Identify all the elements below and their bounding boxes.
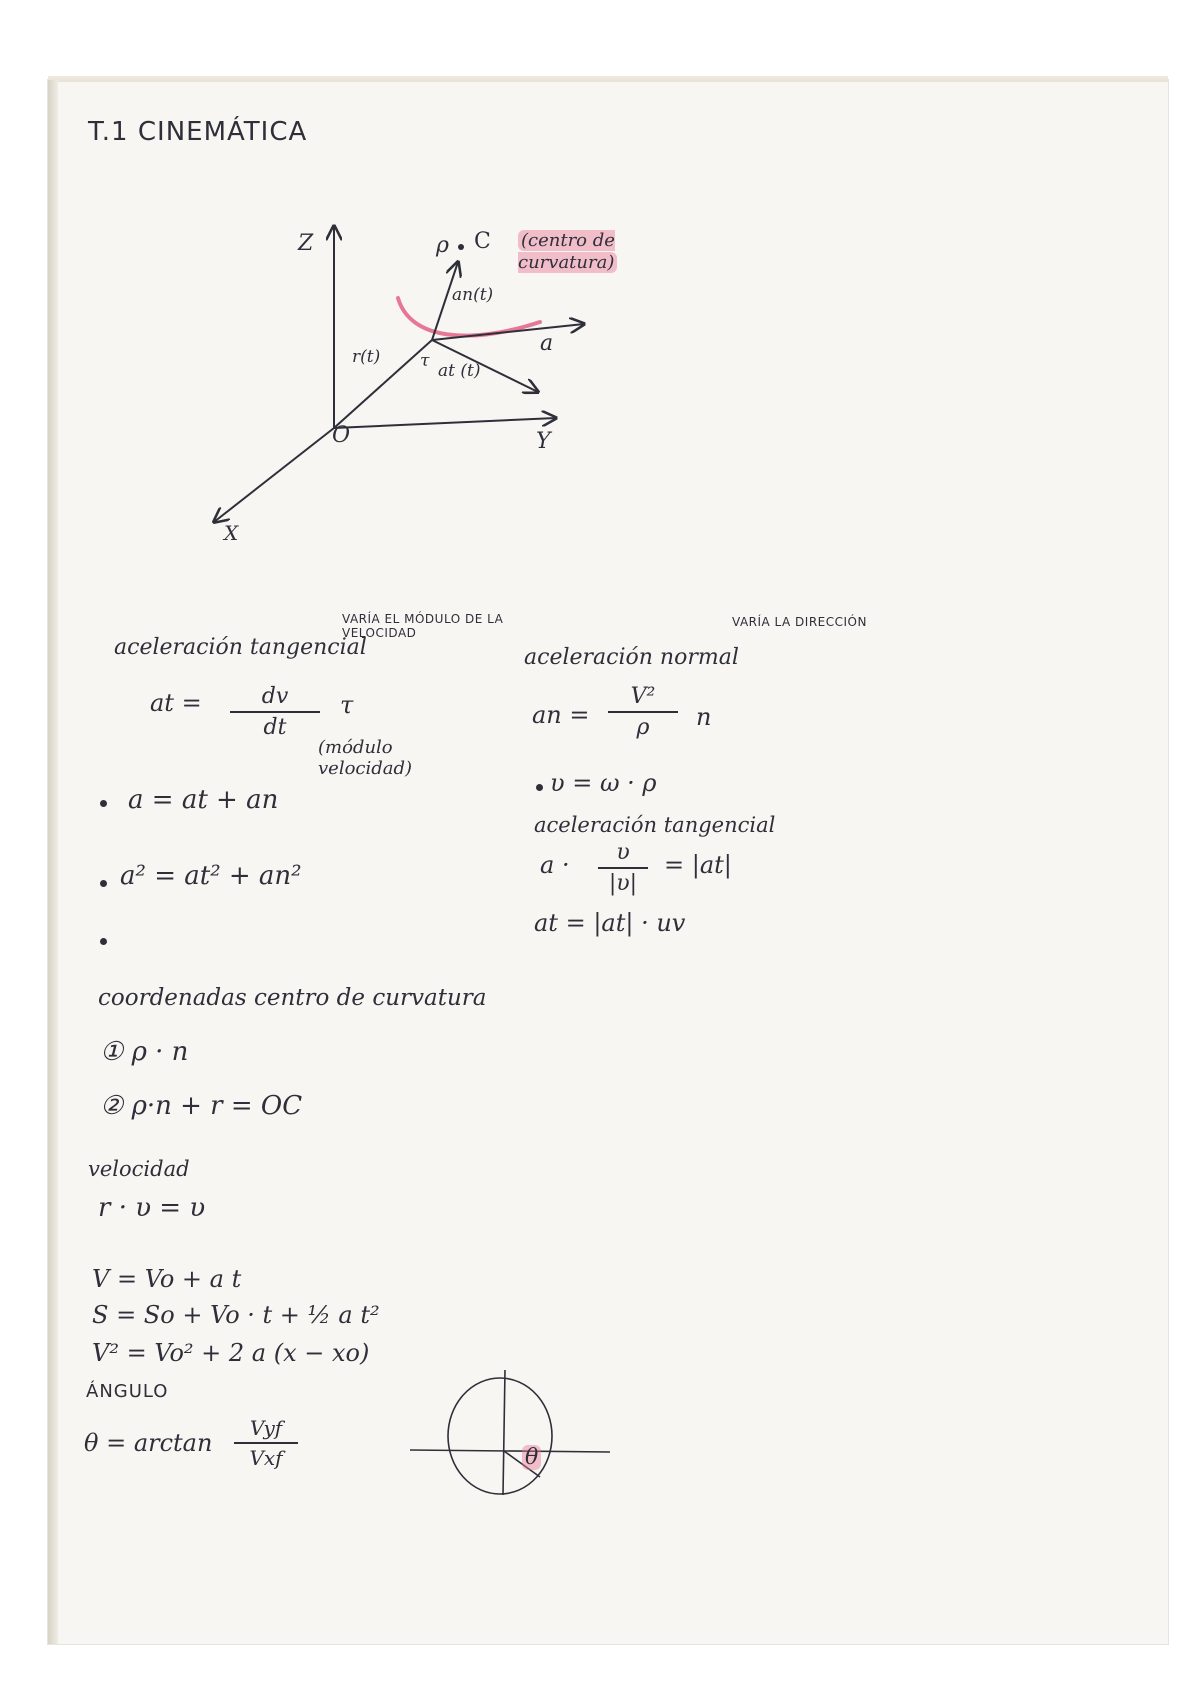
tangential-numerator: dv xyxy=(261,684,289,709)
y-axis xyxy=(334,418,556,428)
bullet xyxy=(100,938,107,945)
rho-label: ρ xyxy=(436,233,449,258)
x-axis xyxy=(214,428,334,522)
angle-theta-label xyxy=(522,1446,541,1470)
origin-label: O xyxy=(332,423,351,448)
velocity-omega-formula: υ = ω · ρ xyxy=(550,769,657,797)
tangential-denominator: dt xyxy=(263,715,287,740)
tangential-note: VARÍA EL MÓDULO DE LA VELOCIDAD xyxy=(342,612,504,641)
at-formula: at = |at| · uv xyxy=(534,909,686,937)
velocity-heading: velocidad xyxy=(88,1157,190,1181)
velocity-formula: r · υ = υ xyxy=(98,1193,206,1223)
dot-rhs: = |at| xyxy=(664,851,732,879)
acceleration-sum: a = at + an xyxy=(128,785,279,815)
tau-label: τ xyxy=(420,351,430,371)
center-curvature-text: (centro de curvatura) xyxy=(518,230,617,273)
kinematic-eq-3: V² = Vo² + 2 a (x − xo) xyxy=(92,1339,370,1367)
bullet xyxy=(536,784,543,791)
bullet xyxy=(100,880,107,887)
angle-numerator: Vyf xyxy=(249,1416,283,1440)
fraction-bar xyxy=(234,1442,298,1444)
position-vector xyxy=(334,340,432,428)
rt-label: r(t) xyxy=(352,347,381,367)
dot-numerator: υ xyxy=(616,840,630,865)
acceleration-square: a² = at² + an² xyxy=(120,861,302,891)
fraction-bar xyxy=(608,711,678,713)
module-note: (módulo velocidad) xyxy=(318,737,413,779)
z-axis-label: Z xyxy=(298,231,314,256)
fraction-bar xyxy=(230,711,320,713)
angle-lhs: θ = arctan xyxy=(84,1429,213,1457)
acceleration-arrow xyxy=(432,324,584,340)
at-label: at (t) xyxy=(438,361,481,381)
x-axis-label: X xyxy=(224,521,239,545)
fraction-bar xyxy=(598,867,648,869)
dot-lhs: a · xyxy=(540,851,570,879)
angle-heading: ÁNGULO xyxy=(86,1381,169,1402)
normal-vec: n xyxy=(696,703,712,731)
curvature-heading: coordenadas centro de curvatura xyxy=(98,985,487,1011)
normal-lhs: an = xyxy=(532,701,590,729)
angle-denominator: Vxf xyxy=(249,1446,283,1470)
normal-fraction xyxy=(608,684,678,740)
c-label: C xyxy=(474,229,491,254)
kinematic-eq-2: S = So + Vo · t + ½ a t² xyxy=(92,1301,380,1329)
a-label: a xyxy=(540,331,554,356)
theta-highlight: θ xyxy=(522,1445,541,1470)
center-curvature-note xyxy=(518,230,698,273)
page-title: T.1 CINEMÁTICA xyxy=(88,117,308,147)
normal-denominator: ρ xyxy=(636,715,650,740)
an-label: an(t) xyxy=(452,285,494,305)
normal-numerator: V² xyxy=(630,684,656,709)
tangential-lhs: at = xyxy=(150,689,202,717)
dot-denominator: |υ| xyxy=(608,871,638,896)
normal-note: VARÍA LA DIRECCIÓN xyxy=(732,615,867,629)
angle-horizontal-axis xyxy=(410,1450,610,1452)
center-point xyxy=(458,244,464,250)
bullet xyxy=(100,800,107,807)
curvature-step-2: ② ρ·n + r = OC xyxy=(100,1091,303,1121)
kinematic-eq-1: V = Vo + a t xyxy=(92,1265,242,1293)
angle-fraction xyxy=(234,1416,298,1470)
angle-vertical-axis xyxy=(503,1370,505,1495)
tangential-heading: aceleración tangencial xyxy=(114,635,367,660)
dot-fraction xyxy=(598,840,648,896)
y-axis-label: Y xyxy=(536,429,551,454)
curvature-step-1: ① ρ · n xyxy=(100,1037,189,1067)
tangential-heading-2: aceleración tangencial xyxy=(534,813,776,837)
angle-circle xyxy=(448,1378,552,1494)
tangential-fraction xyxy=(230,684,320,740)
normal-heading: aceleración normal xyxy=(524,645,739,670)
tangential-tau: τ xyxy=(340,691,354,719)
